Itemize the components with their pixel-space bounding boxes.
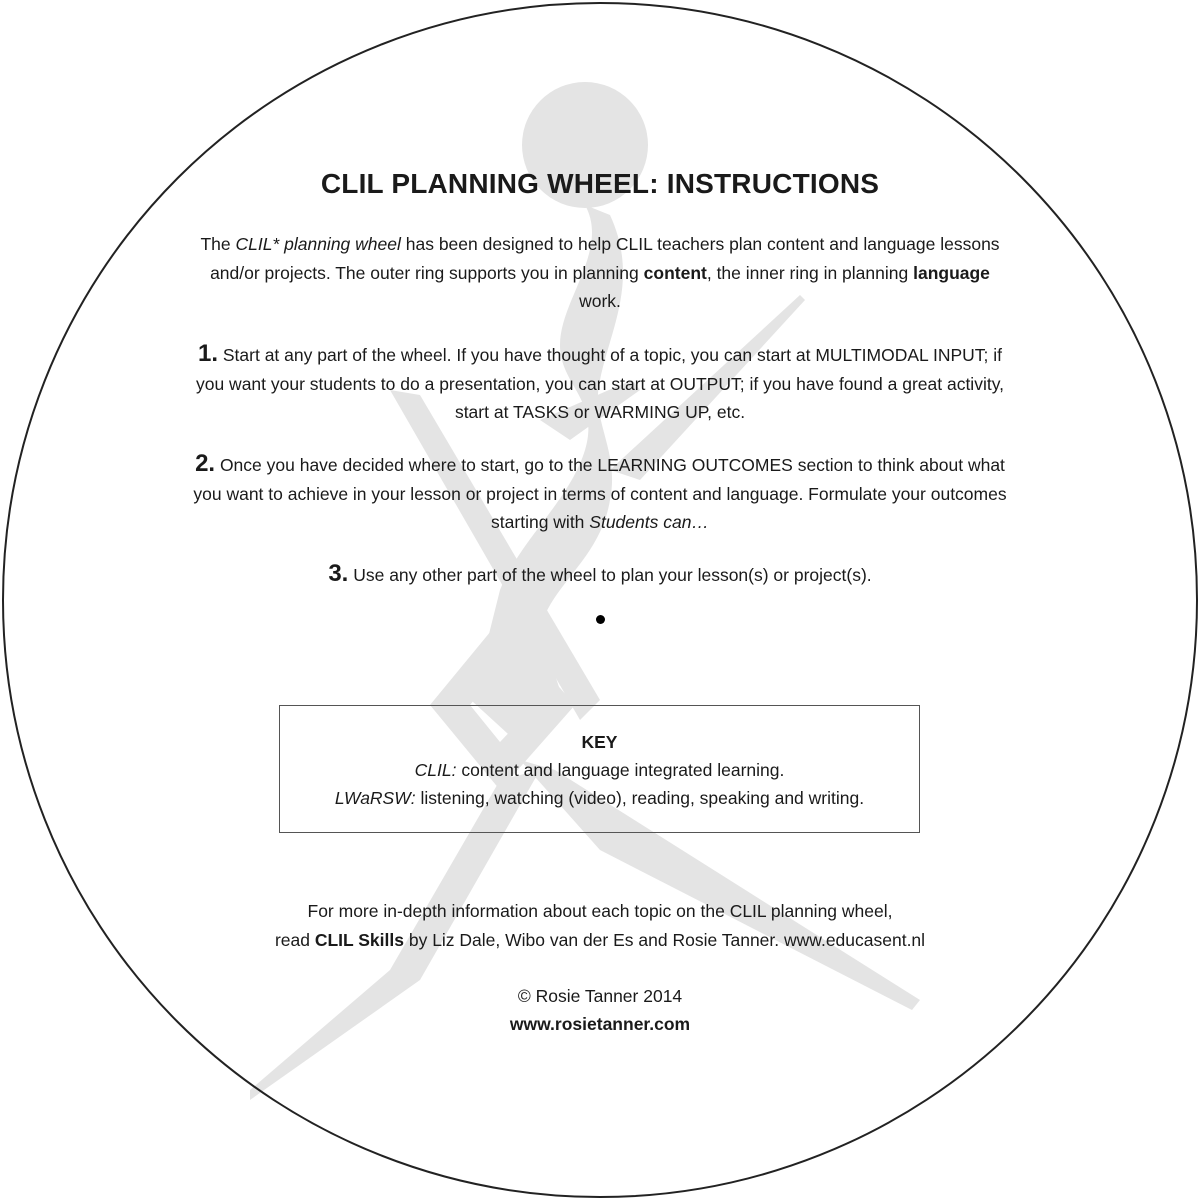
page-title: CLIL PLANNING WHEEL: INSTRUCTIONS (320, 168, 880, 199)
intro-paragraph (190, 230, 1010, 316)
intro-text-4: work. (579, 291, 621, 311)
key-entry-clil (280, 756, 919, 784)
key-term-clil: CLIL: (414, 760, 457, 780)
key-term-lwarsw: LWaRSW: (334, 788, 416, 808)
step-1-text: Start at any part of the wheel. If you have thought of a topic, you can start at MULTIMODAL INPUT; if you want your students to do a presentation, you can start at OUTPUT; if you have found a great activity, start at TASKS or WARMING UP, etc. (195, 345, 1005, 422)
more-info-paragraph (190, 897, 1010, 954)
website-url: www.rosietanner.com (509, 1014, 691, 1034)
step-1-number: 1. (198, 340, 219, 367)
intro-text-2: has been designed to help CLIL teachers plan content and language lessons and/or projects. The outer ring supports you in planning (210, 234, 1000, 283)
step-2 (190, 450, 1010, 537)
intro-language-bold: language (913, 262, 990, 283)
key-entry-lwarsw (280, 784, 919, 812)
step-2-number: 2. (195, 450, 216, 477)
key-definition-lwarsw: listening, watching (video), reading, speaking and writing. (415, 788, 865, 808)
key-title: KEY (581, 732, 618, 752)
step-2-text: Once you have decided where to start, go to the LEARNING OUTCOMES section to think about what you want to achieve in your lesson or project in terms of content and language. Formulate your outcomes starting with (193, 455, 1007, 532)
step-2-italic-end: Students can… (589, 512, 709, 532)
more-info-line-2-suffix: by Liz Dale, Wibo van der Es and Rosie Tanner. www.educasent.nl (403, 929, 926, 950)
more-info-line-2-prefix: read (274, 929, 315, 950)
intro-text-3: , the inner ring in planning (706, 262, 914, 283)
intro-clil-italic: CLIL* planning wheel (235, 234, 401, 254)
book-title: CLIL Skills (314, 929, 404, 950)
intro-text-1: The (200, 234, 236, 254)
step-3 (190, 560, 1010, 590)
intro-content-bold: content (643, 262, 707, 283)
key-definition-clil: content and language integrated learning. (456, 760, 785, 780)
step-3-number: 3. (328, 560, 349, 587)
copyright-notice: © Rosie Tanner 2014 (517, 986, 683, 1006)
center-dot (596, 615, 605, 624)
step-1 (190, 340, 1010, 427)
key-box (279, 705, 920, 833)
step-3-text: Use any other part of the wheel to plan your lesson(s) or project(s). (348, 565, 872, 585)
more-info-line-1: For more in-depth information about each topic on the CLIL planning wheel, (307, 901, 893, 921)
